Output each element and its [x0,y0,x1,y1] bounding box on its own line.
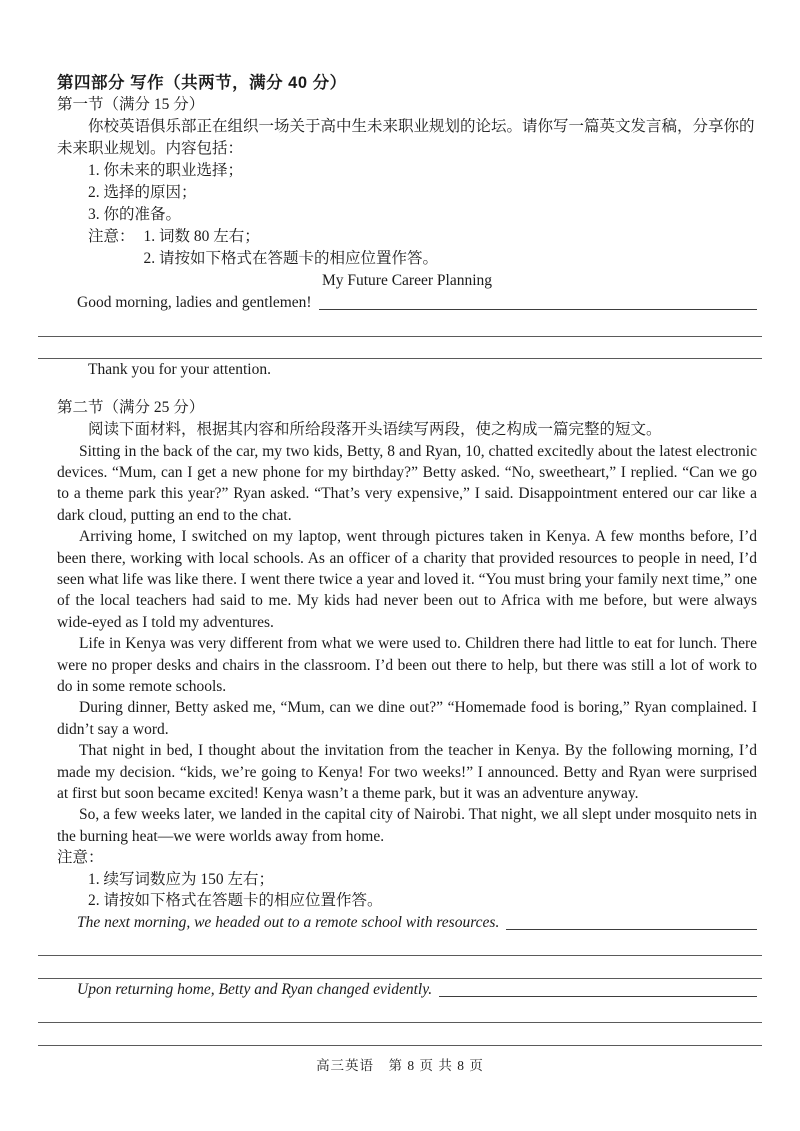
section1-point-3: 3. 你的准备。 [88,206,182,223]
answer-line [38,934,762,957]
story-paragraph-2: Arriving home, I switched on my laptop, went through pictures taken in Kenya. A few months before, I’d been there, working with local schools. As an officer of a charity that provided resources to people in need, I’d seen what life was like there. I went there twice a year and loved it. “You must bring your family next time,” one of the local teachers had said to me. My kids had never been out to Africa with me before, but were always wide-eyed as I told my adventures. [57,528,757,631]
story-paragraph-5: That night in bed, I thought about the invitation from the teacher in Kenya. By the following morning, I’d made my decision. “kids, we’re going to Kenya! For two weeks!” I announced. Betty and Ryan were surprised at first but soon became excited! Kenya wasn’t a theme park, but it was an adventure anyway. [57,742,757,802]
section2-note-2: 2. 请按如下格式在答题卡的相应位置作答。 [88,892,383,910]
answer-line [38,314,762,337]
section1-note-2: 2. 请按如下格式在答题卡的相应位置作答。 [143,250,439,267]
section1-note-1: 1. 词数 80 左右； [143,228,260,245]
answer-line [38,337,762,360]
answer-blank-line [439,979,757,997]
answer-blank-line [506,912,757,930]
greeting-text: Good morning, ladies and gentlemen! [77,294,312,311]
story-paragraph-1: Sitting in the back of the car, my two kids, Betty, 8 and Ryan, 10, chatted excitedly about the latest electronic devices. “Mum, can I get a new phone for my birthday?” Betty asked. “No, sweetheart,” I replied. “Can we go to a theme park this year?” Ryan asked. “That’s very expensive,” I said. Disappointment entered our car like a dark cloud, putting an end to the chat. [57,442,757,524]
section2-instruction: 阅读下面材料，根据其内容和所给段落开头语续写两段，使之构成一篇完整的短文。 [88,421,662,438]
answer-line [38,956,762,979]
continuation1-text: The next morning, we headed out to a remote school with resources. [77,913,500,931]
section1-intro: 你校英语俱乐部正在组织一场关于高中生未来职业规划的论坛。请你写一篇英文发言稿，分享你的未来职业规划。内容包括： [57,118,755,157]
continuation2-text: Upon returning home, Betty and Ryan changed evidently. [77,980,433,998]
answer-blank-line [319,292,757,310]
story-paragraph-6: So, a few weeks later, we landed in the capital city of Nairobi. That night, we all slept under mosquito nets in the burning heat—we were worlds away from home. [57,806,757,845]
closing-text: Thank you for your attention. [88,361,271,378]
part-heading: 第四部分 写作（共两节，满分 40 分） [57,74,347,92]
answer-line [38,1001,762,1024]
answer-line [38,1023,762,1046]
section2-notes-label: 注意： [57,849,104,867]
section1-point-1: 1. 你未来的职业选择； [88,162,244,179]
section1-notes-label: 注意： [88,228,135,245]
story-paragraph-4: During dinner, Betty asked me, “Mum, can we dine out?” “Homemade food is boring,” Ryan complained. I didn’t say a word. [57,699,757,738]
continuation1-row [57,912,757,934]
page-footer: 高三英语 第 8 页 共 8 页 [316,1058,484,1073]
continuation2-row [57,979,757,1001]
greeting-row [57,292,757,314]
section2-note-1: 1. 续写词数应为 150 左右； [88,870,275,888]
section1-point-2: 2. 选择的原因； [88,184,197,201]
story-paragraph-3: Life in Kenya was very different from what we were used to. Children there had little to eat for lunch. There were no proper desks and chairs in the classroom. I’d been out there to help, but there was still a lot of work to do in some remote schools. [57,635,757,695]
essay-title: My Future Career Planning [321,272,493,289]
section1-title: 第一节（满分 15 分） [57,96,205,113]
section1-notes-items [144,226,439,270]
section2-title: 第二节（满分 25 分） [57,399,205,416]
section1-notes [57,226,757,270]
